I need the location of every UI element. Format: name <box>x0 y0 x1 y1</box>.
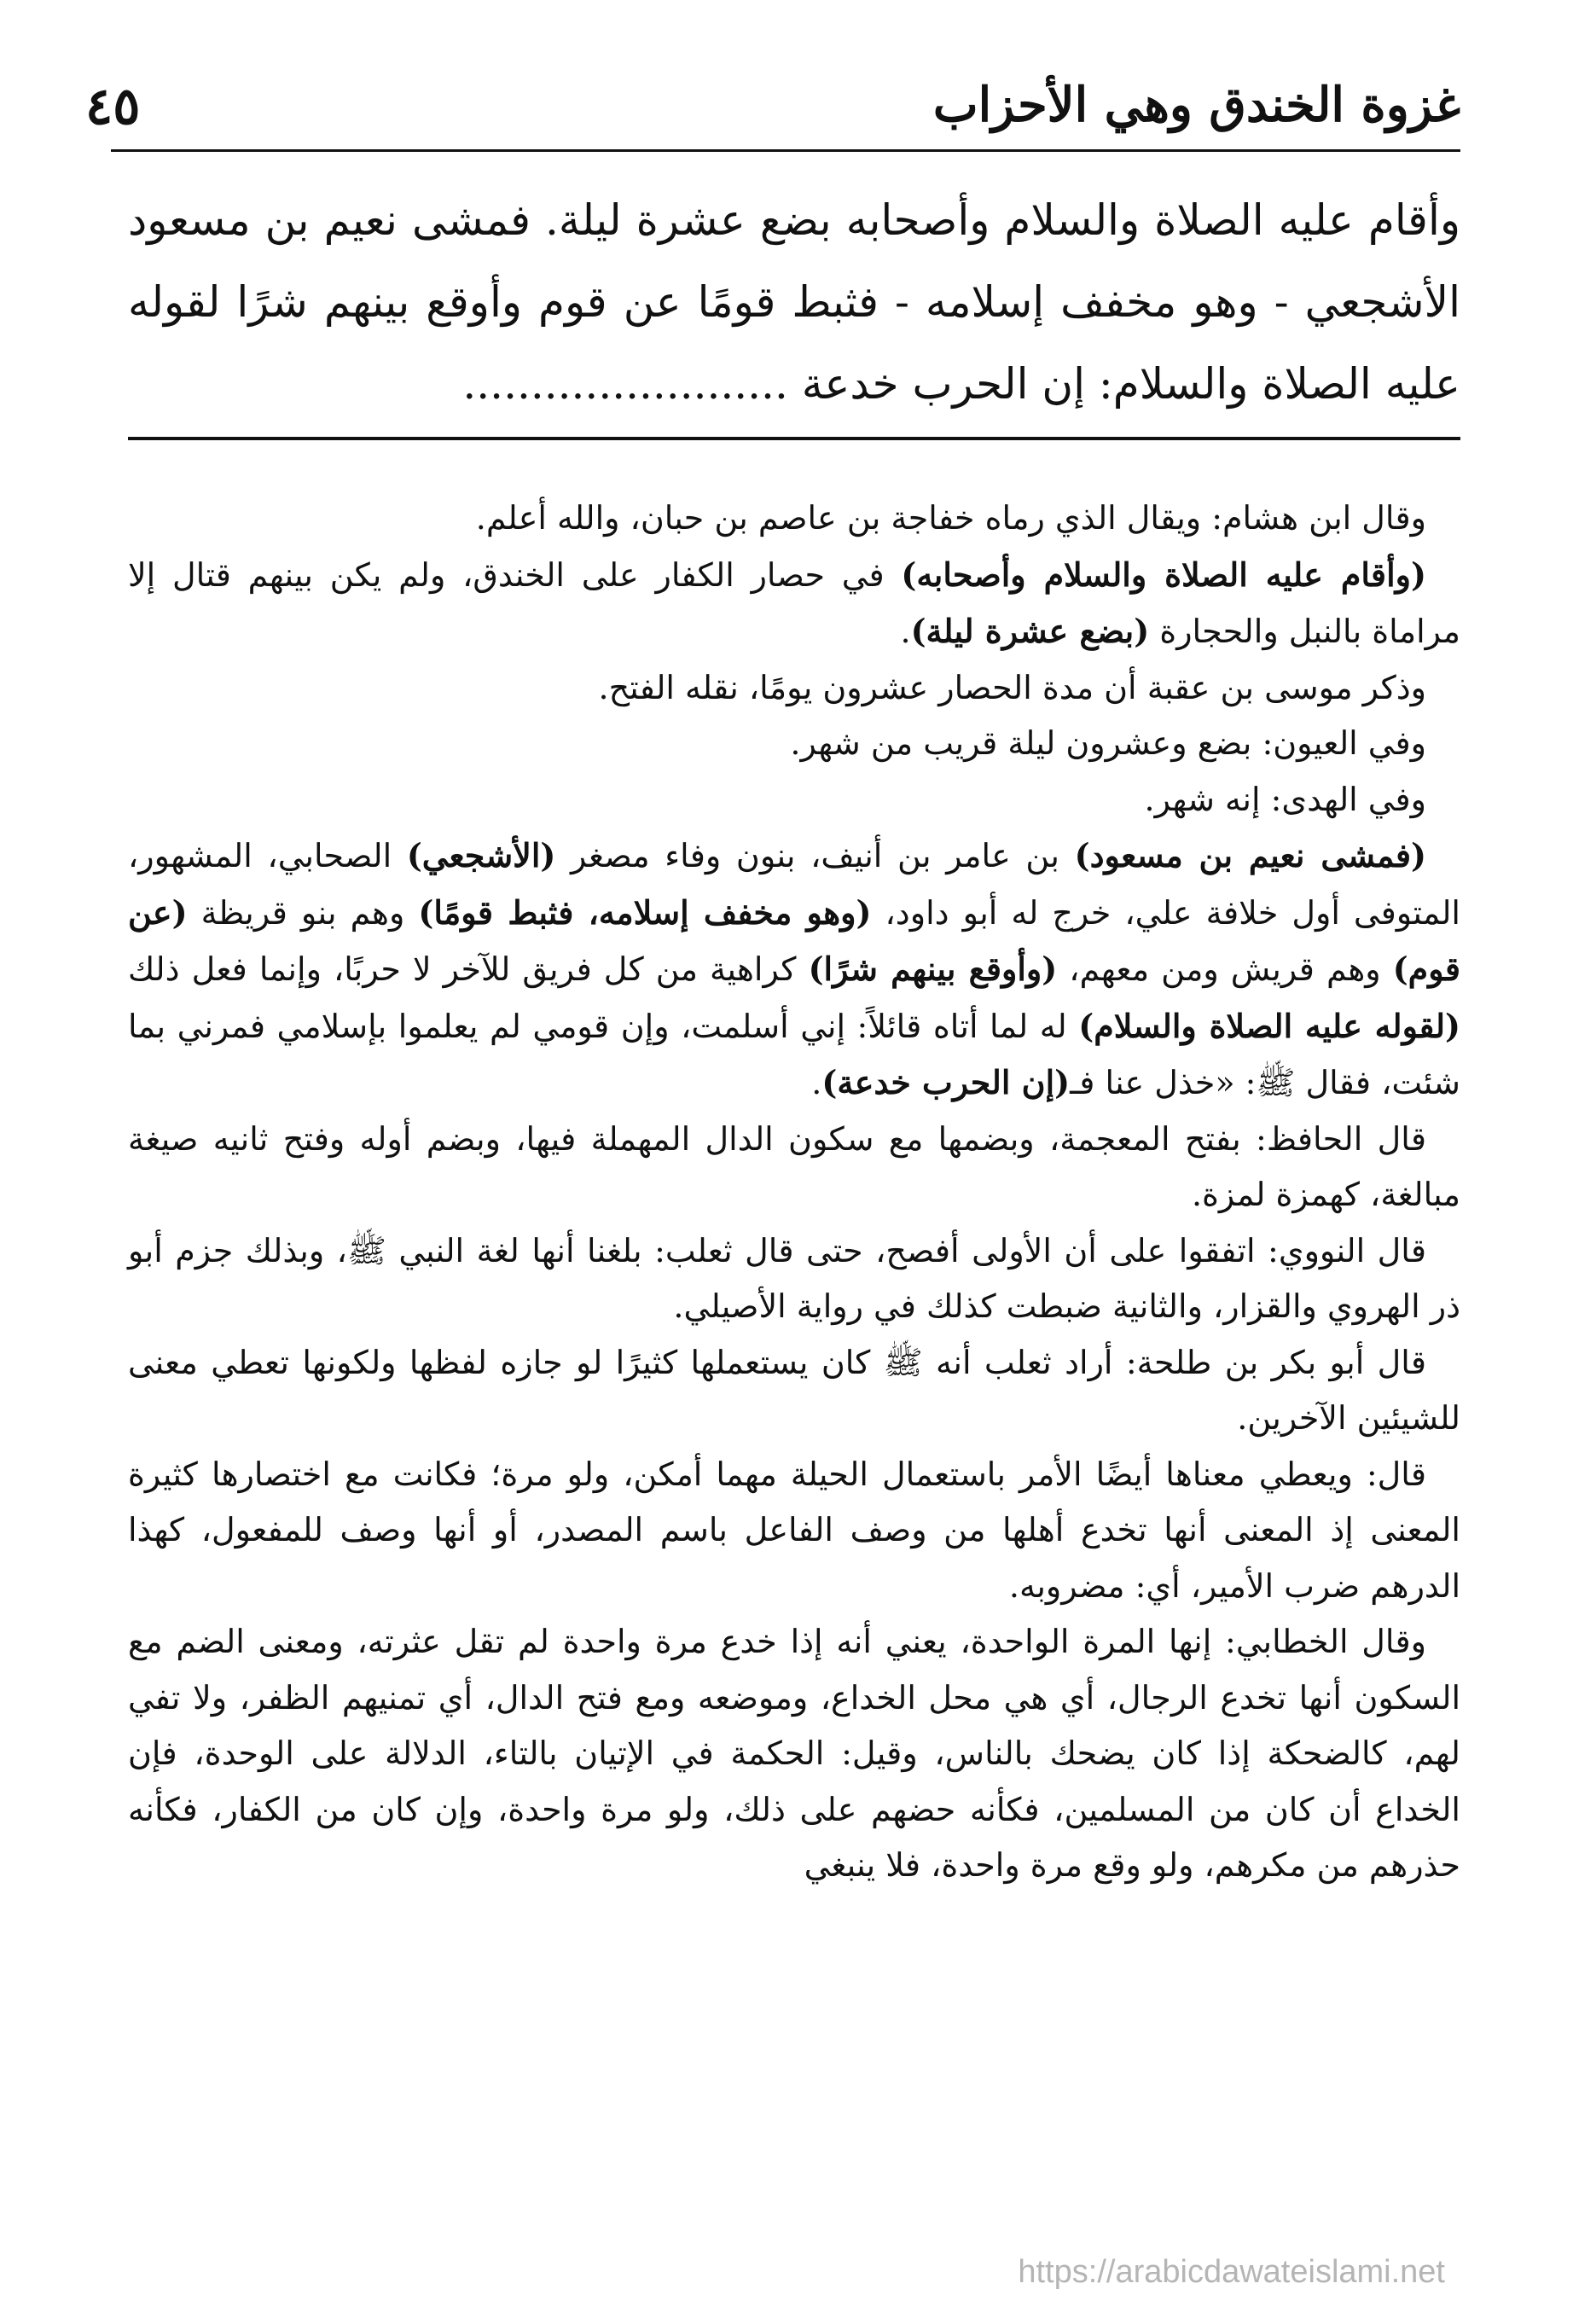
commentary-text: وقال ابن هشام: ويقال الذي رماه خفاجة بن عاصم بن حبان، والله أعلم. <box>475 499 1426 537</box>
commentary-text: . <box>900 613 911 650</box>
commentary-paragraph <box>128 828 1460 1112</box>
commentary-text: قال الحافظ: بفتح المعجمة، وبضمها مع سكون الدال المهملة فيها، وبضم أوله وفتح ثانيه صيغة مبالغة، كهمزة لمزة. <box>128 1119 1460 1213</box>
quoted-matn-phrase: (فمشى نعيم بن مسعود) <box>1074 836 1426 874</box>
watermark-url: https://arabicdawateislami.net <box>1018 2254 1445 2290</box>
commentary-paragraph <box>128 1335 1460 1447</box>
commentary-paragraph <box>128 716 1460 772</box>
commentary-paragraph <box>128 1223 1460 1335</box>
commentary-paragraph <box>128 1447 1460 1615</box>
commentary-text: له لما أتاه قائلاً: إني أسلمت، وإن قومي لم يعلموا بإسلامي فمرني بما شئت، فقال ﷺ: «خذل عنا فـ <box>128 1007 1460 1101</box>
quoted-matn-phrase: (بضع عشرة ليلة) <box>910 612 1150 650</box>
commentary-text: كراهية من كل فريق للآخر لا حربًا، وإنما فعل ذلك <box>128 950 809 988</box>
quoted-matn-phrase: (لقوله عليه الصلاة والسلام) <box>1078 1006 1460 1045</box>
commentary-text: الصحابي، المشهور، المتوفى أول خلافة علي، خرج له أبو داود، <box>128 837 1460 932</box>
quoted-matn-phrase: (إن الحرب خدعة) <box>821 1063 1071 1101</box>
commentary-text: قال أبو بكر بن طلحة: أراد ثعلب أنه ﷺ كان يستعملها كثيرًا لو جازه لفظها ولكونها تعطي معنى للشيئين الآخرين. <box>128 1343 1460 1437</box>
page-header <box>85 60 1460 145</box>
commentary-text: وفي العيون: بضع وعشرون ليلة قريب من شهر. <box>790 724 1426 762</box>
commentary-paragraph <box>128 1614 1460 1894</box>
commentary-paragraph <box>128 772 1460 828</box>
commentary-text: وقال الخطابي: إنها المرة الواحدة، يعني أنه إذا خدع مرة واحدة لم تقل عثرته، ومعنى الضم مع السكون أنها تخدع الرجال، أي هي محل الخداع، وموضعه ومع فتح الدال، أي تمنيهم الظفر، ولا تفي لهم، كالضحكة إذا كان يضحك بالناس، وقيل: الحكمة في الإتيان بالتاء، الدلالة على الوحدة، فإن الخداع أن كان من المسلمين، فكأنه حضهم على ذلك، ولو مرة واحدة، وإن كان من الكفار، فكأنه حذرهم من مكرهم، ولو وقع مرة واحدة، فلا ينبغي <box>128 1623 1460 1884</box>
quoted-matn-phrase: (عن قوم) <box>128 892 1460 988</box>
commentary-text: بن عامر بن أنيف، بنون وفاء مصغر <box>555 837 1075 874</box>
commentary-paragraph <box>128 491 1460 547</box>
matn-text-block <box>128 179 1460 425</box>
commentary-paragraph <box>128 660 1460 717</box>
commentary-block <box>128 491 1460 1894</box>
commentary-text: قال النووي: اتفقوا على أن الأولى أفصح، حتى قال ثعلب: بلغنا أنها لغة النبي ﷺ، وبذلك جزم أبو ذر الهروي والقزار، والثانية ضبطت كذلك في رواية الأصيلي. <box>128 1231 1460 1325</box>
quoted-matn-phrase: (الأشجعي) <box>406 836 556 874</box>
commentary-paragraph <box>128 1112 1460 1223</box>
quoted-matn-phrase: (وأقام عليه الصلاة والسلام وأصحابه) <box>901 555 1426 594</box>
commentary-text: قال: ويعطي معناها أيضًا الأمر باستعمال الحيلة مهما أمكن، ولو مرة؛ فكانت مع اختصارها كثيرة المعنى إذ المعنى أنها تخدع أهلها من وصف الفاعل باسم المصدر، أو أنها وصف للمفعول، كهذا الدرهم ضرب الأمير، أي: مضروبه. <box>128 1455 1460 1605</box>
quoted-matn-phrase: (وهو مخفف إسلامه، فثبط قومًا) <box>418 892 872 932</box>
commentary-paragraph <box>128 547 1460 660</box>
matn-separator-rule <box>128 437 1460 440</box>
running-title: غزوة الخندق وهي الأحزاب <box>932 77 1460 133</box>
matn-continuation-dots: ........................ <box>462 359 788 409</box>
commentary-text: وذكر موسى بن عقبة أن مدة الحصار عشرون يومًا، نقله الفتح. <box>598 668 1426 706</box>
matn-text: وأقام عليه الصلاة والسلام وأصحابه بضع عشرة ليلة. فمشى نعيم بن مسعود الأشجعي - وهو مخفف إسلامه - فثبط قومًا عن قوم وأوقع بينهم شرًا لقوله عليه الصلاة والسلام: إن الحرب خدعة <box>128 195 1460 409</box>
commentary-text: . <box>811 1064 822 1101</box>
commentary-text: وفي الهدى: إنه شهر. <box>1144 780 1426 818</box>
quoted-matn-phrase: (وأوقع بينهم شرًا) <box>808 950 1058 988</box>
page-number: ٤٥ <box>85 77 141 137</box>
commentary-text: وهم بنو قريظة <box>187 893 419 932</box>
header-rule <box>111 149 1460 152</box>
commentary-text: في حصار الكفار على الخندق، ولم يكن بينهم قتال إلا مراماة بالنبل والحجارة <box>128 555 1460 650</box>
commentary-text: وهم قريش ومن معهم، <box>1057 950 1393 988</box>
